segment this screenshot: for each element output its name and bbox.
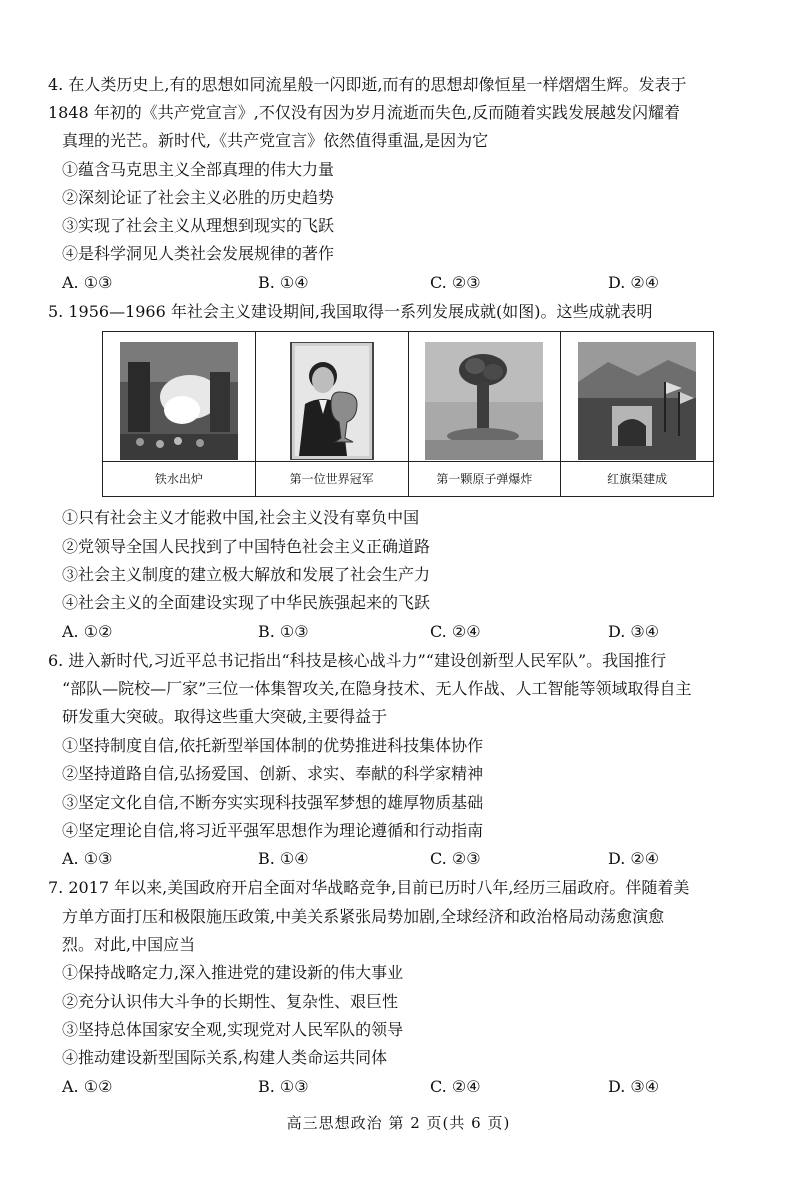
q6-stem-line-3: 研发重大突破。取得这些重大突破,主要得益于: [62, 707, 388, 726]
q4-stem-line-1: 4. 在人类历史上,有的思想如同流星般一闪即逝,而有的思想却像恒星一样熠熠生辉。发表于: [48, 75, 687, 94]
q5-choice-c[interactable]: C. ②④: [430, 622, 481, 641]
caption-molten-iron: 铁水出炉: [103, 461, 255, 496]
q4-option-1: ①蕴含马克思主义全部真理的伟大力量: [62, 160, 335, 179]
q4-stem-line-2: 1848 年初的《共产党宣言》,不仅没有因为岁月流逝而失色,反而随着实践发展越发闪耀着: [48, 103, 680, 122]
q7-option-2: ②充分认识伟大斗争的长期性、复杂性、艰巨性: [62, 992, 399, 1011]
q4-option-2: ②深刻论证了社会主义必胜的历史趋势: [62, 188, 335, 207]
q6-option-1: ①坚持制度自信,依托新型举国体制的优势推进科技集体协作: [62, 736, 484, 755]
q6-choice-a[interactable]: A. ①③: [62, 849, 113, 868]
q6-stem-line-1: 6. 进入新时代,习近平总书记指出“科技是核心战斗力”“建设创新型人民军队”。我国推行: [48, 651, 667, 670]
q5-option-1: ①只有社会主义才能救中国,社会主义没有辜负中国: [62, 508, 420, 527]
q6-option-3: ③坚定文化自信,不断夯实实现科技强军梦想的雄厚物质基础: [62, 793, 484, 812]
q4-option-3: ③实现了社会主义从理想到现实的飞跃: [62, 216, 335, 235]
q4-choices: [62, 272, 762, 294]
q4-choice-d[interactable]: D. ②④: [608, 273, 660, 292]
red-flag-canal-photo-icon: [578, 342, 696, 460]
figure-cell-molten-iron: [103, 332, 256, 496]
q5-choice-d[interactable]: D. ③④: [608, 622, 660, 641]
q6-choice-c[interactable]: C. ②③: [430, 849, 481, 868]
q6-option-2: ②坚持道路自信,弘扬爱国、创新、求实、奉献的科学家精神: [62, 764, 484, 783]
molten-iron-photo-icon: [120, 342, 238, 460]
q5-choice-a[interactable]: A. ①②: [62, 622, 113, 641]
q6-stem-line-2: “部队—院校—厂家”三位一体集智攻关,在隐身技术、无人作战、人工智能等领域取得自主: [62, 679, 692, 698]
caption-atomic-bomb: 第一颗原子弹爆炸: [409, 461, 561, 496]
q7-choice-c[interactable]: C. ②④: [430, 1077, 481, 1096]
q5-option-3: ③社会主义制度的建立极大解放和发展了社会生产力: [62, 565, 431, 584]
q5-option-4: ④社会主义的全面建设实现了中华民族强起来的飞跃: [62, 593, 431, 612]
q6-choices: [62, 848, 762, 870]
page-footer: 高三思想政治 第 2 页(共 6 页): [286, 1114, 511, 1132]
q6-choice-b[interactable]: B. ①④: [258, 849, 309, 868]
q7-choice-d[interactable]: D. ③④: [608, 1077, 660, 1096]
world-champion-photo-icon: [273, 342, 391, 460]
q4-choice-b[interactable]: B. ①④: [258, 273, 309, 292]
caption-red-flag-canal: 红旗渠建成: [561, 461, 713, 496]
q4-option-4: ④是科学洞见人类社会发展规律的著作: [62, 244, 335, 263]
q6-choice-d[interactable]: D. ②④: [608, 849, 660, 868]
q5-option-2: ②党领导全国人民找到了中国特色社会主义正确道路: [62, 537, 431, 556]
q5-choice-b[interactable]: B. ①③: [258, 622, 309, 641]
q4-choice-a[interactable]: A. ①③: [62, 273, 113, 292]
atomic-bomb-photo-icon: [425, 342, 543, 460]
q5-choices: [62, 621, 762, 643]
q4-choice-c[interactable]: C. ②③: [430, 273, 481, 292]
q4-stem-line-3: 真理的光芒。新时代,《共产党宣言》依然值得重温,是因为它: [62, 131, 489, 150]
q7-option-4: ④推动建设新型国际关系,构建人类命运共同体: [62, 1048, 388, 1067]
q7-stem-line-1: 7. 2017 年以来,美国政府开启全面对华战略竞争,目前已历时八年,经历三届政府。伴随着美: [48, 878, 690, 897]
q5-stem-line-1: 5. 1956—1966 年社会主义建设期间,我国取得一系列发展成就(如图)。这些成就表明: [48, 302, 653, 321]
q7-choices: [62, 1076, 762, 1098]
q7-stem-line-2: 方单方面打压和极限施压政策,中美关系紧张局势加剧,全球经济和政治格局动荡愈演愈: [62, 907, 665, 926]
figure-cell-world-champion: [256, 332, 409, 496]
q7-option-1: ①保持战略定力,深入推进党的建设新的伟大事业: [62, 963, 404, 982]
q5-figure: [102, 331, 714, 497]
q7-stem-line-3: 烈。对此,中国应当: [62, 935, 196, 954]
q7-option-3: ③坚持总体国家安全观,实现党对人民军队的领导: [62, 1020, 404, 1039]
figure-cell-atomic-bomb: [409, 332, 562, 496]
q6-option-4: ④坚定理论自信,将习近平强军思想作为理论遵循和行动指南: [62, 821, 484, 840]
caption-world-champion: 第一位世界冠军: [256, 461, 408, 496]
q7-choice-b[interactable]: B. ①③: [258, 1077, 309, 1096]
q7-choice-a[interactable]: A. ①②: [62, 1077, 113, 1096]
figure-cell-red-flag-canal: [561, 332, 713, 496]
